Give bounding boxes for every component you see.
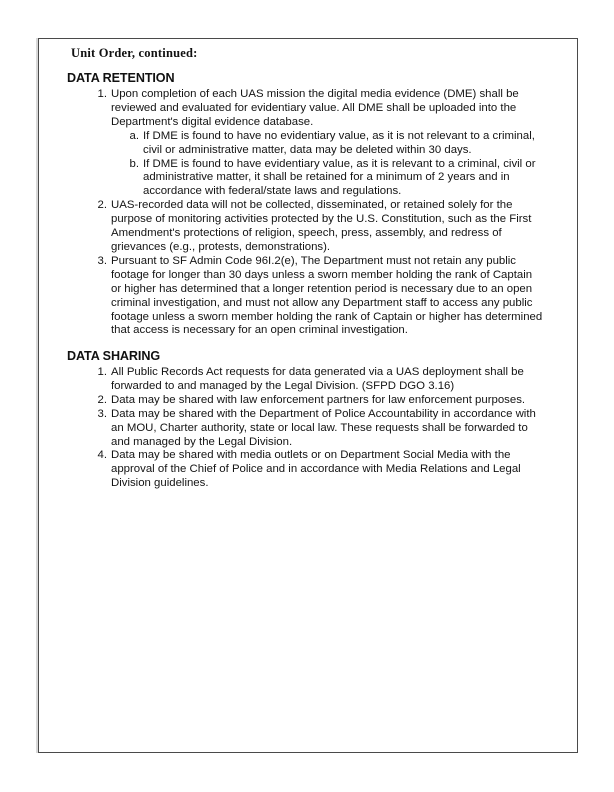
list-marker: 3. <box>97 254 107 267</box>
list-item <box>39 366 577 394</box>
list-item <box>39 449 577 491</box>
list-item-text: If DME is found to have no evidentiary value, as it is not relevant to a criminal, civil or administrative matter, data may be deleted within 30 days. <box>143 129 535 156</box>
list-item <box>39 255 577 338</box>
section-heading-data-sharing: DATA SHARING <box>67 349 161 363</box>
section-heading-data-retention: DATA RETENTION <box>67 71 175 85</box>
list-item-text: Data may be shared with media outlets or on Department Social Media with the approval of the Chief of Police and in accordance with Media Relations and Legal Division guidelines. <box>111 449 521 490</box>
list-data-sharing <box>39 366 577 491</box>
list-item-text: If DME is found to have evidentiary value, as it is relevant to a criminal, civil or administrative matter, it shall be retained for a minimum of 2 years and in accordance with federal/state laws and regulations. <box>143 157 536 198</box>
list-marker: 1. <box>97 88 107 100</box>
list-marker: 4. <box>97 449 107 462</box>
list-item-text: Data may be shared with law enforcement partners for law enforcement purposes. <box>111 393 526 406</box>
list-marker: 2. <box>97 199 107 212</box>
list-data-retention <box>39 88 577 338</box>
document-page <box>38 38 578 753</box>
list-item-text: Data may be shared with the Department of Police Accountability in accordance with an MOU, Charter authority, state or local law. These requests shall be forwarded to and managed by the Legal Division. <box>111 407 536 448</box>
list-marker: 1. <box>97 366 107 378</box>
list-item <box>39 394 577 408</box>
document-header: Unit Order, continued: <box>71 46 198 60</box>
page-content <box>39 39 577 752</box>
list-marker: 3. <box>97 407 107 420</box>
list-item-text: Upon completion of each UAS mission the digital media evidence (DME) shall be reviewed and evaluated for evidentiary value. All DME shall be uploaded into the Department's digital evidence database. <box>111 88 519 128</box>
sublist-item-1 <box>39 130 577 200</box>
list-item-text: All Public Records Act requests for data generated via a UAS deployment shall be forwarded to and managed by the Legal Division. (SFPD DGO 3.16) <box>111 366 524 392</box>
list-item <box>39 88 577 130</box>
list-item <box>39 158 577 200</box>
list-marker: a. <box>129 129 139 142</box>
list-marker: 2. <box>97 393 107 406</box>
list-item <box>39 199 577 255</box>
list-item <box>39 130 577 158</box>
list-marker: b. <box>129 157 139 170</box>
list-item-text: UAS-recorded data will not be collected, disseminated, or retained solely for the purpose of monitoring activities protected by the U.S. Constitution, such as the First Amendment's protections of religion, speech, press, assembly, and redress of grievances (e.g., protests, demonstrations). <box>111 199 532 253</box>
list-item-text: Pursuant to SF Admin Code 96I.2(e), The Department must not retain any public footage for longer than 30 days unless a sworn member holding the rank of Captain or higher has determined that a longer retention period is necessary due to an open criminal investigation, and must not allow any Department staff to access any public footage unless a sworn member holding the rank of Captain or higher has determined that access is necessary for an open criminal investigation. <box>111 254 543 337</box>
list-item <box>39 408 577 450</box>
